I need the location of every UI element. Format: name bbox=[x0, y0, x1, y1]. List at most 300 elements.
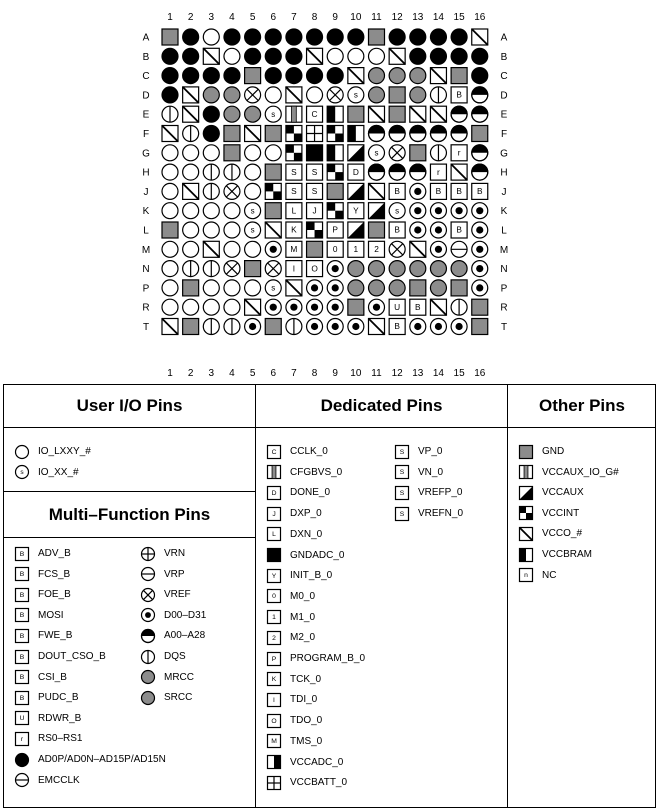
pin-M13 bbox=[410, 241, 426, 257]
legend-symbol-icon bbox=[266, 775, 282, 791]
row-label-left: E bbox=[142, 109, 150, 121]
svg-text:S: S bbox=[399, 510, 405, 518]
pin-J1 bbox=[162, 183, 178, 199]
pin-A10 bbox=[348, 29, 364, 45]
col-label-top: 4 bbox=[229, 12, 235, 23]
pin-C1 bbox=[162, 68, 178, 84]
pin-M7 bbox=[286, 241, 302, 257]
pin-R6 bbox=[265, 299, 281, 315]
other-title: Other Pins bbox=[539, 396, 625, 415]
col-label-top: 3 bbox=[208, 12, 215, 23]
legend-label: DONE_0 bbox=[290, 487, 331, 499]
svg-text:S: S bbox=[399, 469, 405, 477]
pin-E15 bbox=[451, 106, 467, 122]
pin-C6 bbox=[265, 68, 281, 84]
pin-E3 bbox=[203, 106, 219, 122]
col-label-top: 2 bbox=[187, 12, 194, 23]
legend-item bbox=[266, 629, 315, 646]
legend-symbol-icon bbox=[518, 464, 534, 480]
pin-K8 bbox=[307, 203, 323, 219]
row-label-right: D bbox=[500, 90, 508, 102]
pin-T16 bbox=[472, 319, 488, 335]
pin-H7 bbox=[286, 164, 302, 180]
pin-J9 bbox=[327, 183, 343, 199]
svg-text:S: S bbox=[399, 490, 405, 498]
pin-T12 bbox=[389, 319, 405, 335]
legend-symbol-icon bbox=[266, 485, 282, 501]
col-label-bottom: 5 bbox=[249, 368, 256, 379]
col-label-bottom: 13 bbox=[412, 368, 424, 379]
svg-text:B: B bbox=[19, 653, 25, 661]
pin-M14 bbox=[430, 241, 446, 257]
pin-K16 bbox=[472, 203, 488, 219]
pin-D4 bbox=[224, 87, 240, 103]
pin-T13 bbox=[410, 319, 426, 335]
legend-symbol-icon bbox=[140, 628, 156, 644]
legend-item bbox=[140, 627, 205, 644]
legend-item bbox=[14, 627, 72, 644]
legend-item bbox=[518, 443, 564, 460]
pin-L8 bbox=[307, 222, 323, 238]
legend-label: A00–A28 bbox=[164, 630, 206, 642]
pin-C5 bbox=[245, 68, 261, 84]
pin-C8 bbox=[307, 68, 323, 84]
pin-D12 bbox=[389, 87, 405, 103]
pin-L15 bbox=[451, 222, 467, 238]
pin-M10 bbox=[348, 241, 364, 257]
user-io-title: User I/O Pins bbox=[76, 396, 183, 415]
legend-label: FOE_B bbox=[38, 589, 71, 601]
pin-F3 bbox=[203, 126, 219, 142]
pin-R10 bbox=[348, 299, 364, 315]
pin-E1 bbox=[162, 106, 178, 122]
pin-F4 bbox=[224, 126, 240, 142]
legend-item bbox=[266, 650, 365, 667]
pin-E10 bbox=[348, 106, 364, 122]
pin-R3 bbox=[203, 299, 219, 315]
pin-L14 bbox=[430, 222, 446, 238]
legend-item bbox=[266, 609, 315, 626]
legend-label: DXP_0 bbox=[290, 508, 322, 520]
legend-label: SRCC bbox=[164, 692, 193, 704]
pin-K4 bbox=[224, 203, 240, 219]
legend-item bbox=[518, 525, 582, 542]
svg-text:B: B bbox=[456, 89, 462, 100]
pin-L5 bbox=[245, 222, 261, 238]
pin-R13 bbox=[410, 299, 426, 315]
legend-item bbox=[140, 648, 186, 665]
col-label-top: 10 bbox=[350, 12, 362, 23]
col-label-top: 5 bbox=[249, 12, 256, 23]
pin-N1 bbox=[162, 261, 178, 277]
pin-L12 bbox=[389, 222, 405, 238]
row-label-left: K bbox=[142, 206, 150, 218]
pin-M1 bbox=[162, 241, 178, 257]
pin-G8 bbox=[307, 145, 323, 161]
pin-D8 bbox=[307, 87, 323, 103]
pin-J6 bbox=[265, 183, 281, 199]
legend-symbol-icon bbox=[266, 444, 282, 460]
pin-K9 bbox=[327, 203, 343, 219]
row-label-left: N bbox=[142, 264, 150, 276]
pin-B10 bbox=[348, 48, 364, 64]
legend-symbol-icon bbox=[140, 669, 156, 685]
col-label-bottom: 9 bbox=[332, 368, 338, 379]
legend-label: RS0–RS1 bbox=[38, 733, 83, 745]
multi-function-title: Multi–Function Pins bbox=[48, 505, 211, 524]
legend-label: D00–D31 bbox=[164, 609, 207, 621]
row-label-right: K bbox=[500, 206, 508, 218]
pin-E13 bbox=[410, 106, 426, 122]
row-label-right: L bbox=[501, 225, 507, 237]
legend-label: VCCINT bbox=[542, 507, 580, 519]
pin-A13 bbox=[410, 29, 426, 45]
svg-text:0: 0 bbox=[272, 593, 276, 601]
legend-item bbox=[518, 505, 579, 522]
pin-E5 bbox=[245, 106, 261, 122]
pin-A6 bbox=[265, 29, 281, 45]
legend-item bbox=[140, 689, 192, 706]
pin-M15 bbox=[451, 241, 467, 257]
legend-item bbox=[266, 691, 317, 708]
col-label-top: 14 bbox=[432, 12, 445, 23]
pin-A1 bbox=[162, 29, 178, 45]
svg-text:Y: Y bbox=[271, 572, 277, 580]
legend-item bbox=[518, 484, 584, 501]
pin-R12 bbox=[389, 299, 405, 315]
pin-C12 bbox=[389, 68, 405, 84]
pin-N15 bbox=[451, 261, 467, 277]
pin-N8 bbox=[307, 261, 323, 277]
legend-label: M1_0 bbox=[290, 611, 316, 623]
legend-label: PUDC_B bbox=[38, 692, 79, 704]
pin-C3 bbox=[203, 68, 219, 84]
svg-text:B: B bbox=[19, 612, 25, 620]
legend-label: TDO_0 bbox=[290, 715, 323, 727]
pin-B14 bbox=[430, 48, 446, 64]
legend-label: VP_0 bbox=[418, 446, 443, 457]
pin-C2 bbox=[183, 68, 199, 84]
pin-P1 bbox=[162, 280, 178, 296]
legend-label: CFGBVS_0 bbox=[290, 466, 343, 478]
pin-H16 bbox=[472, 164, 488, 180]
legend-item bbox=[140, 566, 185, 583]
legend-item bbox=[140, 607, 206, 624]
legend-label: PROGRAM_B_0 bbox=[290, 653, 366, 664]
pin-H9 bbox=[327, 164, 343, 180]
col-label-bottom: 11 bbox=[371, 368, 382, 379]
pin-T9 bbox=[327, 319, 343, 335]
legend-item bbox=[266, 526, 322, 543]
legend-symbol-icon bbox=[14, 772, 30, 788]
pin-M12 bbox=[389, 241, 405, 257]
svg-text:B: B bbox=[19, 694, 25, 702]
svg-text:s: s bbox=[353, 90, 358, 100]
pin-T7 bbox=[286, 319, 302, 335]
row-label-left: P bbox=[142, 283, 150, 295]
legend-item bbox=[394, 464, 443, 481]
legend-label: M2_0 bbox=[290, 632, 316, 644]
pin-K7 bbox=[286, 203, 302, 219]
col-label-top: 9 bbox=[332, 12, 338, 23]
legend-label: VREF bbox=[164, 589, 191, 601]
pin-B5 bbox=[245, 48, 261, 64]
pin-H1 bbox=[162, 164, 178, 180]
row-label-right: M bbox=[499, 244, 509, 256]
svg-text:O: O bbox=[311, 263, 318, 274]
pin-E16 bbox=[472, 106, 488, 122]
legend-item bbox=[266, 484, 330, 501]
legend-symbol-icon bbox=[14, 669, 30, 685]
legend-label: RDWR_B bbox=[38, 712, 82, 724]
col-label-bottom: 1 bbox=[167, 368, 173, 379]
row-label-right: N bbox=[500, 264, 508, 276]
svg-text:B: B bbox=[456, 224, 462, 235]
legend-label: VREFP_0 bbox=[418, 487, 463, 499]
legend-item bbox=[266, 733, 322, 750]
svg-text:s: s bbox=[250, 225, 255, 235]
pin-J4 bbox=[224, 183, 240, 199]
legend-label: TCK_0 bbox=[290, 673, 322, 685]
pin-J13 bbox=[410, 183, 426, 199]
pin-F5 bbox=[245, 126, 261, 142]
legend-symbol-icon bbox=[266, 547, 282, 563]
pin-A4 bbox=[224, 29, 240, 45]
pin-A11 bbox=[369, 29, 385, 45]
legend-symbol-icon bbox=[266, 588, 282, 604]
pin-G7 bbox=[286, 145, 302, 161]
pin-D7 bbox=[286, 87, 302, 103]
pin-R2 bbox=[183, 299, 199, 315]
row-label-left: G bbox=[142, 148, 150, 160]
pin-J14 bbox=[430, 183, 446, 199]
pin-C14 bbox=[430, 68, 446, 84]
legend-item bbox=[14, 566, 70, 583]
pin-R8 bbox=[307, 299, 323, 315]
svg-text:I: I bbox=[273, 697, 275, 705]
pin-H10 bbox=[348, 164, 364, 180]
pin-J15 bbox=[451, 183, 467, 199]
pin-A2 bbox=[183, 29, 199, 45]
pin-P13 bbox=[410, 280, 426, 296]
pin-A8 bbox=[307, 29, 323, 45]
pin-K10 bbox=[348, 203, 364, 219]
svg-text:B: B bbox=[435, 186, 442, 197]
svg-text:r: r bbox=[437, 166, 440, 177]
pin-F2 bbox=[183, 126, 199, 142]
legend-item bbox=[266, 464, 342, 481]
pin-N4 bbox=[224, 261, 240, 277]
legend-item bbox=[394, 443, 442, 460]
svg-text:U: U bbox=[19, 715, 25, 723]
pin-C15 bbox=[451, 68, 467, 84]
row-label-left: B bbox=[142, 51, 150, 63]
legend-symbol-icon bbox=[14, 752, 30, 768]
pin-D14 bbox=[430, 87, 446, 103]
col-label-top: 11 bbox=[371, 12, 382, 23]
svg-text:S: S bbox=[311, 186, 318, 197]
pin-G3 bbox=[203, 145, 219, 161]
legend-item bbox=[140, 586, 191, 603]
legend-symbol-icon bbox=[14, 464, 30, 480]
pin-H3 bbox=[203, 164, 219, 180]
svg-text:s: s bbox=[271, 283, 276, 293]
row-label-right: J bbox=[501, 186, 507, 198]
pin-J5 bbox=[245, 183, 261, 199]
pin-F11 bbox=[369, 126, 385, 142]
legend-item bbox=[14, 443, 91, 460]
pin-A7 bbox=[286, 29, 302, 45]
svg-text:M: M bbox=[290, 244, 298, 255]
col-label-bottom: 12 bbox=[391, 368, 403, 379]
legend-label: VRN bbox=[164, 548, 186, 559]
pin-F7 bbox=[286, 126, 302, 142]
pin-D3 bbox=[203, 87, 219, 103]
legend-item bbox=[266, 671, 321, 688]
col-label-top: 13 bbox=[412, 12, 424, 23]
svg-text:B: B bbox=[456, 186, 462, 197]
pin-E7 bbox=[286, 106, 302, 122]
pin-T15 bbox=[451, 319, 467, 335]
legend-item bbox=[140, 669, 194, 686]
legend-item bbox=[14, 751, 166, 768]
legend-label: INIT_B_0 bbox=[290, 570, 333, 582]
pin-A3 bbox=[203, 29, 219, 45]
col-label-bottom: 7 bbox=[291, 368, 297, 379]
pin-N7 bbox=[286, 261, 302, 277]
legend-item bbox=[140, 545, 185, 562]
legend-item bbox=[14, 669, 67, 686]
legend-item bbox=[266, 588, 315, 605]
pin-H6 bbox=[265, 164, 281, 180]
pin-T6 bbox=[265, 319, 281, 335]
pin-M8 bbox=[307, 241, 323, 257]
legend-label: VCCBRAM bbox=[542, 549, 593, 560]
pin-B2 bbox=[183, 48, 199, 64]
pin-A5 bbox=[245, 29, 261, 45]
legend-symbol-icon bbox=[394, 444, 410, 460]
col-label-top: 16 bbox=[474, 12, 486, 23]
legend-symbol-icon bbox=[14, 649, 30, 665]
pin-A15 bbox=[451, 29, 467, 45]
pin-B15 bbox=[451, 48, 467, 64]
legend-label: DOUT_CSO_B bbox=[38, 651, 106, 662]
legend-symbol-icon bbox=[266, 754, 282, 770]
legend-label: IO_XX_# bbox=[38, 466, 79, 478]
legend-symbol-icon bbox=[266, 651, 282, 667]
pin-F12 bbox=[389, 126, 405, 142]
pin-L1 bbox=[162, 222, 178, 238]
legend-symbol-icon bbox=[266, 671, 282, 687]
pin-B8 bbox=[307, 48, 323, 64]
legend-symbol-icon bbox=[14, 444, 30, 460]
legend-label: FWE_B bbox=[38, 630, 73, 642]
legend-symbol-icon bbox=[518, 567, 534, 583]
row-label-left: A bbox=[142, 32, 150, 44]
pin-G6 bbox=[265, 145, 281, 161]
pin-P9 bbox=[327, 280, 343, 296]
legend-item bbox=[14, 545, 71, 562]
svg-text:B: B bbox=[394, 186, 400, 197]
pin-N9 bbox=[327, 261, 343, 277]
row-label-right: F bbox=[500, 129, 508, 140]
svg-text:B: B bbox=[394, 224, 400, 235]
pin-M11 bbox=[369, 241, 385, 257]
col-label-top: 7 bbox=[291, 12, 297, 23]
pin-B13 bbox=[410, 48, 426, 64]
legend-symbol-icon bbox=[266, 692, 282, 708]
svg-text:U: U bbox=[394, 301, 401, 312]
legend-label: VRP bbox=[164, 568, 185, 580]
pin-G1 bbox=[162, 145, 178, 161]
svg-text:D: D bbox=[352, 166, 359, 177]
pin-J12 bbox=[389, 183, 405, 199]
pin-R9 bbox=[327, 299, 343, 315]
legend-symbol-icon bbox=[14, 690, 30, 706]
pin-D10 bbox=[348, 87, 364, 103]
pin-H11 bbox=[369, 164, 385, 180]
legend-label: TDI_0 bbox=[290, 694, 318, 706]
pin-T11 bbox=[369, 319, 385, 335]
legend-symbol-icon bbox=[266, 630, 282, 646]
pin-B7 bbox=[286, 48, 302, 64]
legend-symbol-icon bbox=[518, 547, 534, 563]
pin-R5 bbox=[245, 299, 261, 315]
pin-L6 bbox=[265, 222, 281, 238]
svg-text:s: s bbox=[395, 206, 400, 216]
pin-F8 bbox=[307, 126, 323, 142]
pin-B3 bbox=[203, 48, 219, 64]
pin-C7 bbox=[286, 68, 302, 84]
pin-H4 bbox=[224, 164, 240, 180]
pin-P8 bbox=[307, 280, 323, 296]
svg-text:K: K bbox=[291, 224, 297, 235]
legend-label: VCCAUX_IO_G# bbox=[542, 466, 619, 478]
legend-symbol-icon bbox=[518, 505, 534, 521]
pin-T4 bbox=[224, 319, 240, 335]
pin-T5 bbox=[245, 319, 261, 335]
row-label-left: M bbox=[141, 244, 151, 256]
svg-text:r: r bbox=[20, 736, 24, 744]
legend-label: TMS_0 bbox=[290, 735, 323, 747]
pin-P2 bbox=[183, 280, 199, 296]
legend-item bbox=[394, 484, 462, 501]
col-label-top: 12 bbox=[391, 12, 403, 23]
legend-symbol-icon bbox=[266, 713, 282, 729]
pin-L10 bbox=[348, 222, 364, 238]
pin-R1 bbox=[162, 299, 178, 315]
pin-C13 bbox=[410, 68, 426, 84]
pin-L16 bbox=[472, 222, 488, 238]
legend-label: CCLK_0 bbox=[290, 446, 328, 457]
svg-text:2: 2 bbox=[272, 635, 276, 643]
dedicated-title: Dedicated Pins bbox=[320, 396, 443, 415]
svg-text:1: 1 bbox=[272, 614, 276, 622]
pin-R4 bbox=[224, 299, 240, 315]
pin-D6 bbox=[265, 87, 281, 103]
pin-H8 bbox=[307, 164, 323, 180]
pin-H13 bbox=[410, 164, 426, 180]
pin-N14 bbox=[430, 261, 446, 277]
svg-text:0: 0 bbox=[332, 244, 338, 255]
legend-symbol-icon bbox=[140, 607, 156, 623]
svg-text:C: C bbox=[311, 108, 318, 119]
row-label-left: H bbox=[142, 167, 150, 179]
legend-item bbox=[518, 546, 592, 563]
legend-symbol-icon bbox=[14, 546, 30, 562]
legend-symbol-icon bbox=[14, 566, 30, 582]
pin-N16 bbox=[472, 261, 488, 277]
